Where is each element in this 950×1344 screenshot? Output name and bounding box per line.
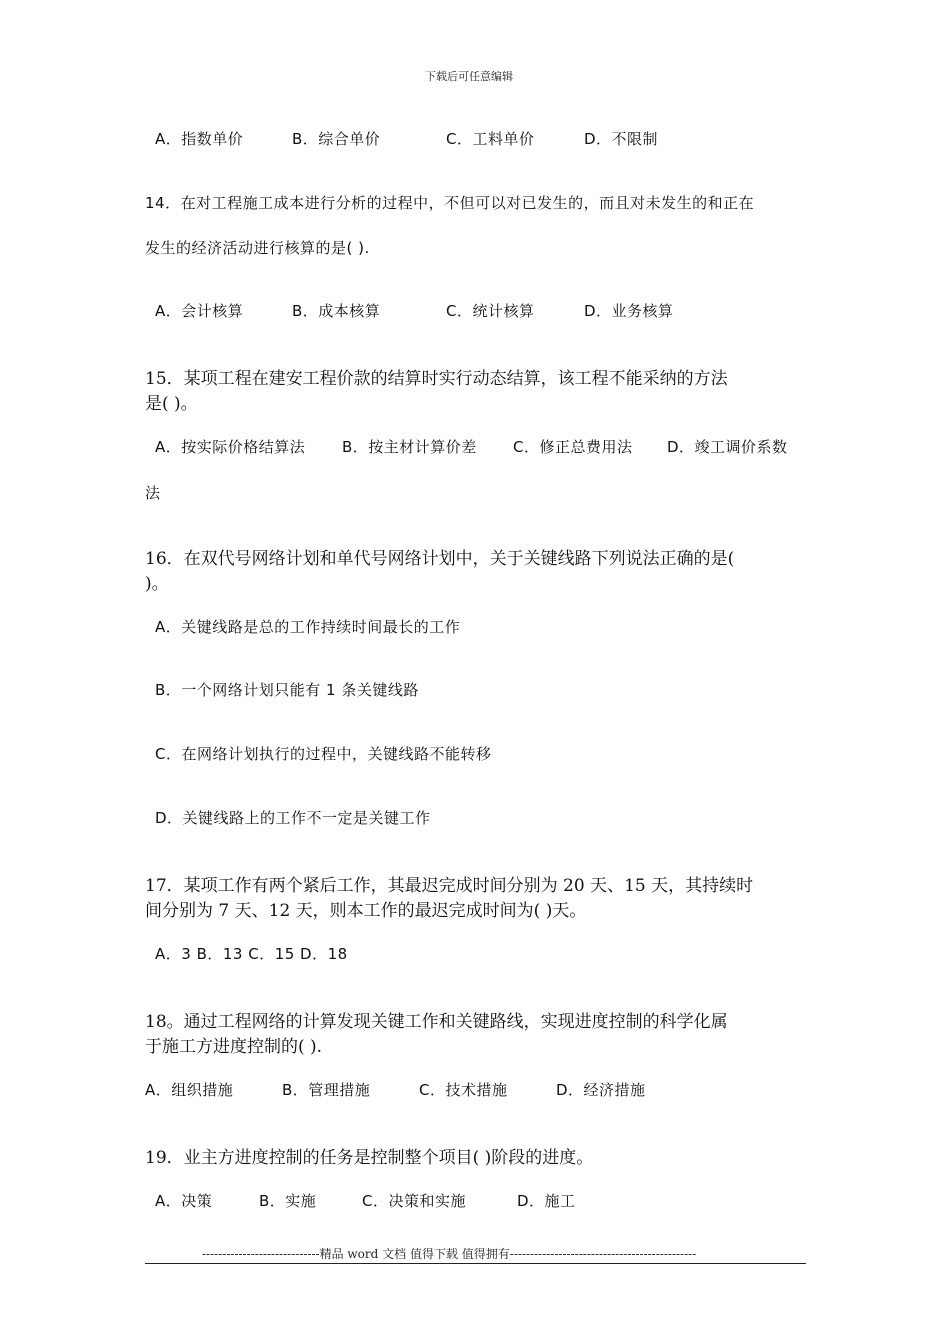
q19-text-line1: 19．业主方进度控制的任务是控制整个项目( )阶段的进度。 [145,1148,594,1168]
q15-option-d: D．竣工调价系数 [667,438,788,456]
q14-text-line2: 发生的经济活动进行核算的是( ). [145,239,370,257]
page-header: 下载后可任意编辑 [425,70,513,83]
q13-option-b: B．综合单价 [292,130,381,148]
q19-option-b: B．实施 [259,1192,317,1210]
q18-text-line2: 于施工方进度控制的( ). [145,1037,323,1057]
q18-option-d: D．经济措施 [556,1081,646,1099]
q14-option-d: D．业务核算 [584,302,674,320]
q17-options: A．3 B．13 C．15 D．18 [155,945,348,963]
q16-text-line2: )。 [145,574,169,594]
footer-divider [145,1263,806,1264]
q14-option-c: C．统计核算 [446,302,535,320]
q18-option-a: A．组织措施 [145,1081,234,1099]
q19-option-d: D．施工 [517,1192,576,1210]
q18-text-line1: 18。通过工程网络的计算发现关键工作和关键路线，实现进度控制的科学化属 [145,1012,728,1032]
q16-option-b: B．一个网络计划只能有 1 条关键线路 [155,681,419,699]
q14-text-line1: 14．在对工程施工成本进行分析的过程中，不但可以对已发生的，而且对未发生的和正在 [145,194,755,212]
page-footer: -----------------------------精品 word 文档 值得下载 值得拥有---------------------------------------------- [202,1247,697,1261]
q16-option-d: D．关键线路上的工作不一定是关键工作 [155,809,431,827]
q15-option-a: A．按实际价格结算法 [155,438,306,456]
q15-option-b: B．按主材计算价差 [342,438,477,456]
q17-text-line2: 间分别为 7 天、12 天，则本工作的最迟完成时间为( )天。 [145,901,587,921]
q15-option-d-continuation: 法 [145,484,161,502]
q14-option-a: A．会计核算 [155,302,244,320]
q16-text-line1: 16．在双代号网络计划和单代号网络计划中，关于关键线路下列说法正确的是( [145,549,735,569]
q13-option-a: A．指数单价 [155,130,244,148]
q13-option-d: D．不限制 [584,130,659,148]
q16-option-c: C．在网络计划执行的过程中，关键线路不能转移 [155,745,492,763]
q15-option-c: C．修正总费用法 [513,438,633,456]
q19-option-a: A．决策 [155,1192,213,1210]
q19-option-c: C．决策和实施 [362,1192,466,1210]
q16-option-a: A．关键线路是总的工作持续时间最长的工作 [155,618,461,636]
q15-text-line1: 15．某项工程在建安工程价款的结算时实行动态结算，该工程不能采纳的方法 [145,369,728,389]
q18-option-c: C．技术措施 [419,1081,508,1099]
q17-text-line1: 17．某项工作有两个紧后工作，其最迟完成时间分别为 20 天、15 天，其持续时 [145,876,754,896]
q13-option-c: C．工料单价 [446,130,535,148]
q15-text-line2: 是( )。 [145,394,198,414]
q14-option-b: B．成本核算 [292,302,381,320]
q18-option-b: B．管理措施 [282,1081,371,1099]
